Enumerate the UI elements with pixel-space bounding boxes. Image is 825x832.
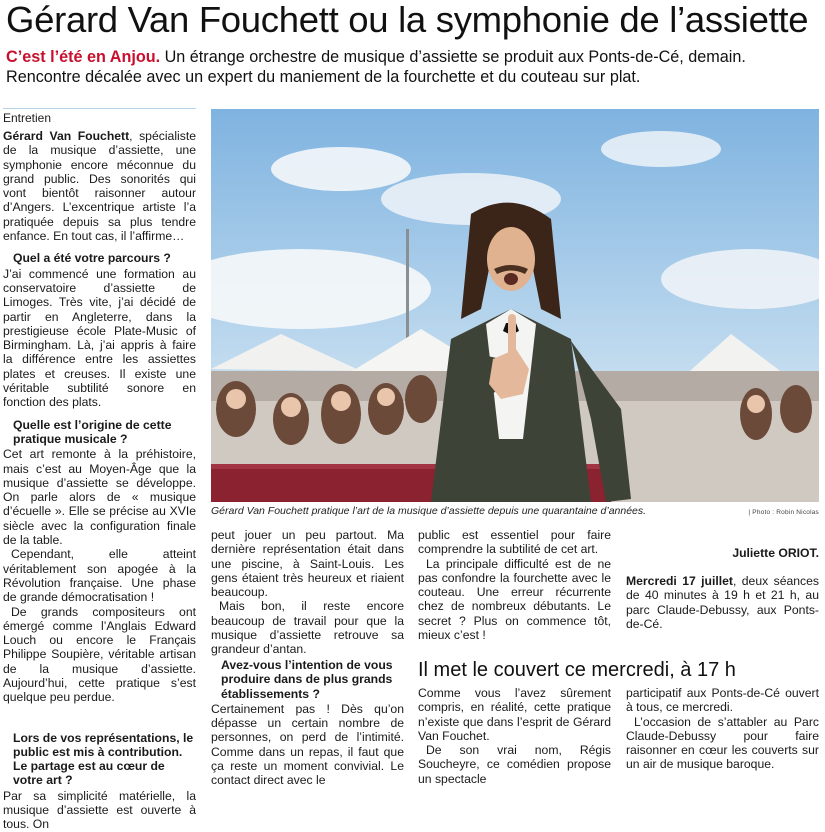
answer-2a: Cet art remonte à la préhistoire, mais c’est au Moyen-Âge que la musique d’assiette se développe. On parle alors de « musique d’écuelle ». Elle se précise au XVIe siècle avec la configuration finale de la table. <box>3 447 196 548</box>
article-lede <box>6 47 821 87</box>
sidebar-column-2 <box>626 686 819 772</box>
answer-4-continued: public est essentiel pour faire comprendre la subtilité de cet art. <box>418 528 611 557</box>
column-2-lower <box>211 658 404 788</box>
article-headline: Gérard Van Fouchett ou la symphonie de l’assiette <box>6 0 809 40</box>
sidebar-title: Il met le couvert ce mercredi, à 17 h <box>418 659 736 681</box>
section-divider <box>3 108 196 109</box>
answer-2b: Cependant, elle atteint véritablement son apogée à la Révolution française. Une phase de grande démocratisation ! <box>3 547 196 605</box>
column-1 <box>3 129 196 832</box>
sidebar-para-3: participatif aux Ponts-de-Cé ouvert à tous, ce mercredi. <box>626 686 819 715</box>
section-label: Entretien <box>3 111 52 125</box>
intro-name: Gérard Van Fouchett <box>3 129 130 143</box>
question-2: Quelle est l’origine de cette pratique musicale ? <box>13 417 172 446</box>
answer-4: Certainement pas ! Dès qu’on dépasse un certain nombre de personnes, on perd de l’intimité. Comme dans un repas, il faut que ça reste un moment convivial. Le contact direct avec le <box>211 701 404 788</box>
question-1: Quel a été votre parcours ? <box>13 251 171 266</box>
answer-2c: De grands compositeurs ont émergé comme l’Anglais Edward Louch ou encore le Français Philippe Soupière, véritable artisan de la musique d’assiette. Aujourd’hui, cette pratique s’est quelque peu perdue. <box>3 604 196 705</box>
event-info <box>626 574 819 631</box>
sidebar-column-1 <box>418 686 611 786</box>
lede-text: Un étrange orchestre de musique d’assiette se produit aux Ponts-de-Cé, demain. Rencontre décalée avec un expert du maniement de la fourchette et du couteau sur plat. <box>6 48 746 86</box>
article-photo <box>211 109 819 502</box>
answer-3-continued-2: Mais bon, il reste encore beaucoup de travail pour que la musique d’assiette retrouve sa grandeur d’antan. <box>211 599 404 657</box>
answer-3-continued: peut jouer un peu partout. Ma dernière représentation était dans une piscine, à Saint-Louis. Les gens étaient très heureux et riaient beaucoup. <box>211 528 404 600</box>
question-4: Avez-vous l’intention de vous produire dans de plus grands établissements ? <box>221 658 393 701</box>
answer-4-continued-2: La principale difficulté est de ne pas confondre la fourchette avec le couteau. Une erreur récurrente chez de nombreux débutants. Le secret ? Plus on commence tôt, mieux c’est ! <box>418 556 611 643</box>
column-3 <box>418 528 611 642</box>
answer-3: Par sa simplicité matérielle, la musique d’assiette est ouverte à tous. On <box>3 788 196 832</box>
photo-credit: | Photo : Robin Nicolas <box>748 509 819 516</box>
sidebar-para-4: L’occasion de s’attabler au Parc Claude-Debussy pour faire raisonner en cœur les couverts sur un air de musique baroque. <box>626 714 819 772</box>
sidebar-para-1: Comme vous l’avez sûrement compris, en réalité, cette pratique n’existe que dans l’esprit de Gérard Van Fouchet. <box>418 686 611 743</box>
column-2 <box>211 528 404 657</box>
answer-1: J’ai commencé une formation au conservatoire d’assiette de Limoges. Très vite, j’ai décidé de partir en Angleterre, dans la prestigieuse école Plate-Music of Birmingham. Là, j’ai appris à faire la différence entre les assiettes plates et creuses. Il existe une véritable subtilité sonore en fonction des plats. <box>3 266 196 410</box>
lede-kicker: C’est l’été en Anjou. <box>6 48 161 66</box>
intro-text: , spécialiste de la musique d’assiette, une symphonie encore méconnue du grand public. Des sonorités qui vont bientôt raisonner autour d’Angers. L’excentrique artiste l’a pratiquée depuis sa plus tendre enfance. En tout cas, il l’affirme… <box>3 129 196 244</box>
event-details: , deux séances de 40 minutes à 19 h et 21 h, au parc Claude-Debussy, aux Ponts-de-Cé. <box>626 574 819 631</box>
author-byline: Juliette ORIOT. <box>732 546 819 560</box>
sidebar-para-2: De son vrai nom, Régis Soucheyre, ce comédien propose un spectacle <box>418 743 611 786</box>
event-date: Mercredi 17 juillet <box>626 574 733 588</box>
question-3: Lors de vos représentations, le public est mis à contribution. Le partage est au cœur de votre art ? <box>13 730 194 788</box>
performer-photo <box>211 109 819 502</box>
photo-caption: Gérard Van Fouchett pratique l’art de la musique d’assiette depuis une quarantaine d’années. <box>211 505 647 517</box>
